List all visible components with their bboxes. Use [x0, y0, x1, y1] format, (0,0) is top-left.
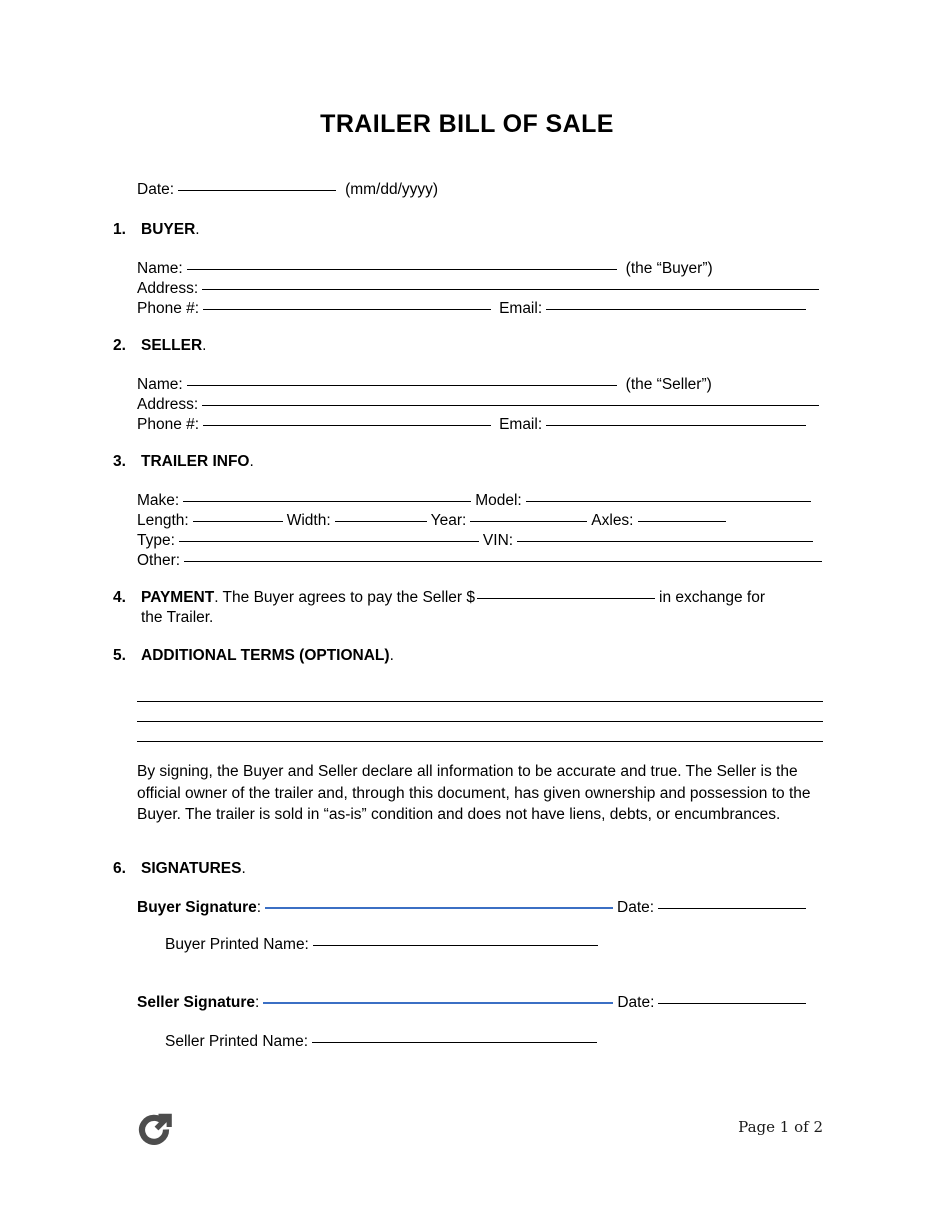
declaration-paragraph: By signing, the Buyer and Seller declare all information to be accurate and true. The Seller is the official owner of the trailer and, through this document, has given ownership and possession to the Buyer. The trailer is sold in “as-is” condition and does not have liens, debts, or encumbrances.: [137, 763, 811, 823]
buyer-address-row: [137, 280, 823, 298]
seller-signature-row: [137, 994, 810, 1012]
seller-name-input-line[interactable]: [187, 385, 617, 386]
trailer-make-model-row: [137, 492, 815, 510]
seller-phone-label: Phone #:: [137, 416, 200, 433]
additional-terms-input-line-1[interactable]: [137, 701, 823, 702]
seller-email-input-line[interactable]: [546, 425, 806, 426]
seller-signature-date-input-line[interactable]: [658, 1003, 806, 1004]
buyer-name-annotation: (the “Buyer”): [625, 260, 713, 277]
section-heading-buyer: [141, 221, 200, 239]
trailer-year-label: Year:: [430, 512, 467, 529]
seller-email-label: Email:: [499, 416, 543, 433]
payment-row-line2: [141, 609, 213, 627]
buyer-email-label: Email:: [499, 300, 543, 317]
payment-row: [141, 589, 765, 607]
buyer-signature-row: [137, 899, 810, 917]
trailer-make-label: Make:: [137, 492, 180, 509]
trailer-year-input-line[interactable]: [470, 521, 587, 522]
trailer-model-input-line[interactable]: [526, 501, 811, 502]
seller-name-label: Name:: [137, 376, 183, 393]
trailer-vin-input-line[interactable]: [517, 541, 813, 542]
seller-printed-name-label: Seller Printed Name:: [165, 1033, 309, 1050]
seller-printed-name-input-line[interactable]: [312, 1042, 597, 1043]
section-heading-buyer-period: .: [195, 221, 200, 238]
page-title: TRAILER BILL OF SALE: [320, 110, 614, 138]
trailer-type-input-line[interactable]: [179, 541, 479, 542]
buyer-name-input-line[interactable]: [187, 269, 617, 270]
section-heading-trailer-info-text: TRAILER INFO: [141, 453, 250, 470]
seller-address-label: Address:: [137, 396, 199, 413]
page-number: Page 1 of 2: [738, 1118, 823, 1136]
buyer-email-input-line[interactable]: [546, 309, 806, 310]
buyer-signature-date-label: Date:: [617, 899, 655, 916]
trailer-axles-input-line[interactable]: [638, 521, 726, 522]
seller-printed-name-row: [165, 1033, 601, 1051]
buyer-name-row: [137, 260, 713, 278]
seller-signature-label: Seller Signature: [137, 994, 256, 1011]
section-heading-payment-text: PAYMENT: [141, 589, 215, 606]
trailer-width-label: Width:: [286, 512, 331, 529]
trailer-width-input-line[interactable]: [335, 521, 427, 522]
buyer-signature-label: Buyer Signature: [137, 899, 257, 916]
section-number-additional-terms: 5.: [113, 647, 126, 664]
trailer-other-input-line[interactable]: [184, 561, 822, 562]
section-heading-additional-terms: [141, 647, 394, 665]
section-heading-additional-terms-text: ADDITIONAL TERMS (OPTIONAL): [141, 647, 390, 664]
additional-terms-input-line-2[interactable]: [137, 721, 823, 722]
section-heading-signatures: [141, 860, 246, 878]
trailer-type-vin-row: [137, 532, 817, 550]
trailer-vin-label: VIN:: [482, 532, 514, 549]
additional-terms-input-line-3[interactable]: [137, 741, 823, 742]
seller-signature-date-label: Date:: [617, 994, 655, 1011]
trailer-length-label: Length:: [137, 512, 189, 529]
section-heading-signatures-text: SIGNATURES: [141, 860, 242, 877]
payment-amount-input-line[interactable]: [477, 598, 655, 599]
date-label: Date:: [137, 181, 175, 198]
section-heading-additional-terms-period: .: [389, 647, 394, 664]
section-heading-seller-text: SELLER: [141, 337, 203, 354]
buyer-phone-label: Phone #:: [137, 300, 200, 317]
buyer-printed-name-label: Buyer Printed Name:: [165, 936, 309, 953]
buyer-address-input-line[interactable]: [202, 289, 819, 290]
buyer-address-label: Address:: [137, 280, 199, 297]
section-number-payment: 4.: [113, 589, 126, 606]
seller-signature-input-line[interactable]: [263, 1002, 613, 1004]
trailer-make-input-line[interactable]: [183, 501, 471, 502]
section-number-trailer-info: 3.: [113, 453, 126, 470]
trailer-dimensions-row: [137, 512, 730, 530]
buyer-printed-name-input-line[interactable]: [313, 945, 598, 946]
seller-address-input-line[interactable]: [202, 405, 819, 406]
date-row: [137, 181, 438, 199]
section-heading-trailer-info: [141, 453, 254, 471]
section-heading-buyer-text: BUYER: [141, 221, 196, 238]
trailer-type-label: Type:: [137, 532, 175, 549]
trailer-axles-label: Axles:: [591, 512, 634, 529]
trailer-length-input-line[interactable]: [193, 521, 283, 522]
buyer-name-label: Name:: [137, 260, 183, 277]
trailer-other-label: Other:: [137, 552, 181, 569]
seller-name-row: [137, 376, 712, 394]
section-heading-seller: [141, 337, 206, 355]
buyer-phone-email-row: [137, 300, 810, 318]
seller-address-row: [137, 396, 823, 414]
date-input-line[interactable]: [178, 190, 336, 191]
circular-arrow-logo-icon: [136, 1108, 176, 1148]
trailer-other-row: [137, 552, 826, 570]
section-heading-seller-period: .: [202, 337, 207, 354]
payment-line2-text: the Trailer.: [141, 609, 214, 626]
section-heading-trailer-info-period: .: [249, 453, 254, 470]
trailer-model-label: Model:: [475, 492, 522, 509]
seller-name-annotation: (the “Seller”): [625, 376, 712, 393]
date-format-hint: (mm/dd/yyyy): [345, 181, 439, 198]
section-number-buyer: 1.: [113, 221, 126, 238]
payment-text-before: . The Buyer agrees to pay the Seller $: [214, 589, 476, 606]
section-heading-signatures-period: .: [241, 860, 246, 877]
buyer-signature-colon: :: [256, 899, 262, 916]
buyer-signature-input-line[interactable]: [265, 907, 613, 909]
section-number-seller: 2.: [113, 337, 126, 354]
seller-phone-email-row: [137, 416, 810, 434]
section-number-signatures: 6.: [113, 860, 126, 877]
buyer-signature-date-input-line[interactable]: [658, 908, 806, 909]
seller-signature-colon: :: [255, 994, 260, 1011]
seller-phone-input-line[interactable]: [203, 425, 491, 426]
buyer-phone-input-line[interactable]: [203, 309, 491, 310]
buyer-printed-name-row: [165, 936, 602, 954]
payment-text-after: in exchange for: [659, 589, 766, 606]
